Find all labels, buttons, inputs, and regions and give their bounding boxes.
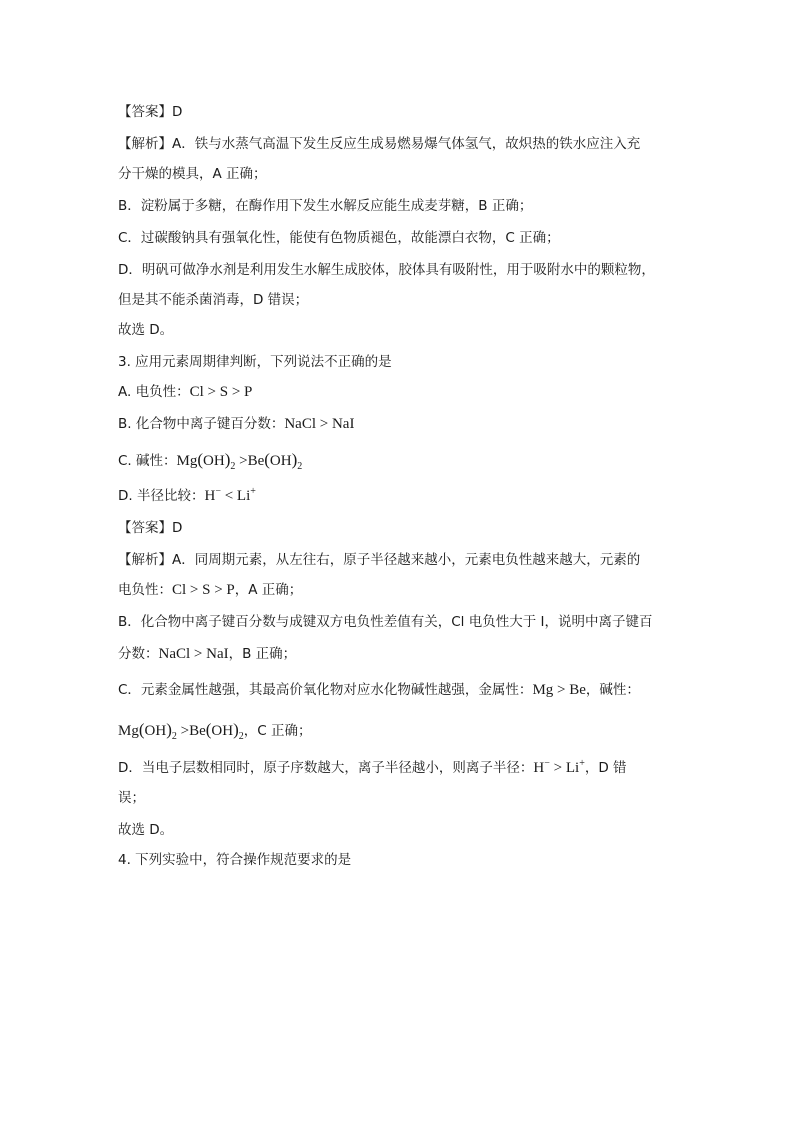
q3-analysis-a-formula: Cl > S > P: [172, 582, 235, 598]
q3-option-b: [118, 414, 354, 434]
q3-option-d-formula: H− < Li+: [204, 486, 256, 504]
q3-option-c: [118, 450, 302, 470]
q2-analysis-line-1: 【解析】A．铁与水蒸气高温下发生反应生成易燃易爆气体氢气，故炽热的铁水应注入充: [118, 136, 641, 152]
q3-option-b-formula: NaCl > NaI: [284, 416, 355, 432]
q3-analysis-c-line-2: [118, 720, 311, 740]
q3-conclusion: 故选 D。: [118, 822, 174, 838]
q3-answer: 【答案】D: [118, 520, 183, 536]
q3-analysis-d-line-1: [118, 758, 627, 778]
q3-option-b-label: B. 化合物中离子键百分数：: [118, 416, 285, 432]
q3-analysis-c-line-1: [118, 680, 640, 700]
q3-analysis-c-basicity-formula: $Mg(OH)_2 >Be(OH)_2$: [118, 720, 244, 742]
q3-option-c-formula: $Mg(OH)_2 >Be(OH)_2$: [176, 450, 303, 472]
q3-analysis-b-line-1: B．化合物中离子键百分数与成键双方电负性差值有关，Cl 电负性大于 I，说明中离子键百: [118, 614, 653, 630]
q3-analysis-b-line-2: [118, 644, 296, 664]
q2-analysis-line-2: 分干燥的模具，A 正确；: [118, 166, 267, 182]
q2-conclusion: 故选 D。: [118, 322, 174, 338]
q3-analysis-c-result: ，C 正确；: [243, 723, 312, 739]
q3-analysis-d-line-2: 误；: [118, 790, 145, 806]
q3-analysis-d-formula: H− > Li+: [533, 758, 585, 776]
q2-analysis-c: C．过碳酸钠具有强氧化性，能使有色物质褪色，故能漂白衣物，C 正确；: [118, 230, 560, 246]
q3-analysis-line-1: 【解析】A．同周期元素，从左往右，原子半径越来越小，元素电负性越来越大，元素的: [118, 552, 641, 568]
q3-analysis-d-text: D．当电子层数相同时，原子序数越大，离子半径越小，则离子半径：: [118, 760, 534, 776]
q3-analysis-a-label: 电负性：: [118, 582, 172, 598]
q3-analysis-a-result: ，A 正确；: [234, 582, 303, 598]
q4-stem: 4. 下列实验中，符合操作规范要求的是: [118, 852, 352, 868]
q2-analysis-d-line-1: D．明矾可做净水剂是利用发生水解生成胶体，胶体具有吸附性，用于吸附水中的颗粒物，: [118, 262, 655, 278]
q3-option-a-formula: Cl > S > P: [189, 384, 253, 400]
q3-analysis-d-trailing: ，D 错: [584, 760, 627, 776]
q3-option-a-label: A. 电负性：: [118, 384, 190, 400]
q3-analysis-b-result: ，B 正确；: [228, 646, 297, 662]
q3-analysis-c-formula: Mg > Be: [532, 682, 586, 698]
q3-analysis-c-trailing: ，碱性：: [585, 682, 640, 698]
q3-analysis-line-2: [118, 580, 302, 600]
q3-analysis-c-text: C．元素金属性越强，其最高价氧化物对应水化物碱性越强，金属性：: [118, 682, 533, 698]
q3-analysis-b-label: 分数：: [118, 646, 159, 662]
q3-option-d: [118, 486, 256, 506]
q3-analysis-b-formula: NaCl > NaI: [158, 646, 229, 662]
q3-option-c-label: C. 碱性：: [118, 453, 177, 469]
q2-analysis-b: B．淀粉属于多糖，在酶作用下发生水解反应能生成麦芽糖，B 正确；: [118, 198, 533, 214]
q2-analysis-d-line-2: 但是其不能杀菌消毒，D 错误；: [118, 292, 309, 308]
q3-stem: 3. 应用元素周期律判断，下列说法不正确的是: [118, 354, 392, 370]
q3-option-a: [118, 382, 252, 402]
q2-answer: 【答案】D: [118, 104, 183, 120]
q3-option-d-label: D. 半径比较：: [118, 488, 205, 504]
